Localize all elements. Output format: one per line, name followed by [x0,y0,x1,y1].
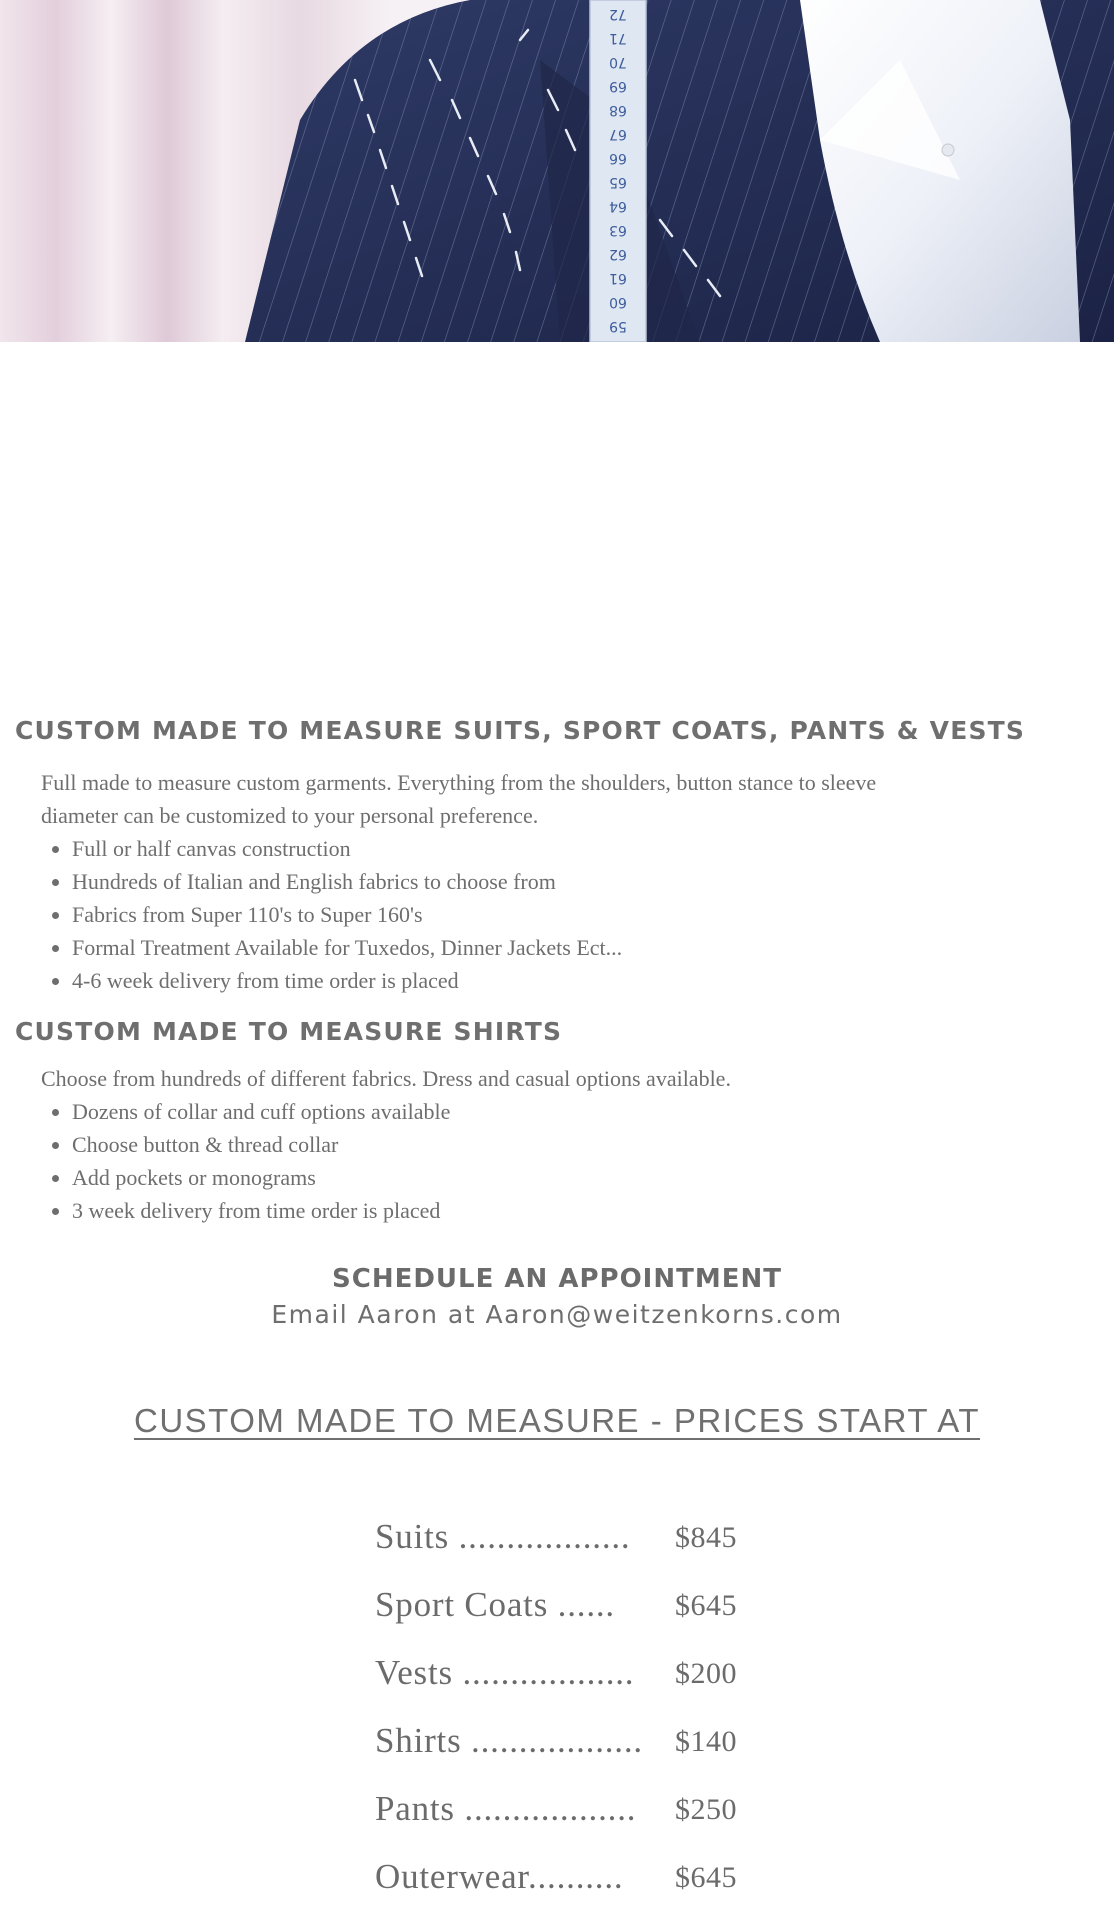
price-row-vests [375,1653,745,1703]
svg-text:59: 59 [609,318,627,334]
svg-text:67: 67 [609,126,627,142]
svg-text:61: 61 [609,270,627,286]
price-value: $845 [675,1521,737,1554]
list-item: • Full or half canvas construction [72,832,622,865]
svg-text:63: 63 [609,222,627,238]
price-value: $250 [675,1793,737,1826]
suits-feature-list [41,832,622,997]
shirts-feature-list [41,1095,450,1227]
svg-text:69: 69 [609,78,627,94]
price-row-outerwear [375,1857,745,1907]
list-item: • Hundreds of Italian and English fabrics to choose from [72,865,622,898]
list-item: • Dozens of collar and cuff options available [72,1095,450,1128]
price-row-shirts [375,1721,745,1771]
list-item: • 3 week delivery from time order is placed [72,1194,450,1227]
suits-description: Full made to measure custom garments. Everything from the shoulders, button stance to sleeve diameter can be customized to your personal preference. [41,770,877,828]
svg-text:71: 71 [609,30,627,46]
hero-image [0,0,1114,342]
appointment-email-link[interactable]: Email Aaron at Aaron@weitzenkorns.com [271,1300,843,1329]
price-row-suits [375,1517,745,1567]
suits-section-title: CUSTOM MADE TO MEASURE SUITS, SPORT COATS, PANTS & VESTS [15,716,1026,745]
svg-text:62: 62 [609,246,627,262]
list-item: • Add pockets or monograms [72,1161,450,1194]
price-row-pants [375,1789,745,1839]
shirts-description: Choose from hundreds of different fabrics. Dress and casual options available. [41,1066,731,1091]
price-item-label: Vests .................. [375,1653,635,1692]
prices-heading [0,1402,1114,1440]
prices-heading-text: CUSTOM MADE TO MEASURE - PRICES START AT [133,1402,981,1439]
price-row-sport-coats [375,1585,745,1635]
appointment-title: SCHEDULE AN APPOINTMENT [332,1264,782,1294]
shirts-section-title: CUSTOM MADE TO MEASURE SHIRTS [15,1017,563,1046]
list-item: • Choose button & thread collar [72,1128,450,1161]
suit-illustration [0,0,1114,342]
price-value: $645 [675,1861,737,1894]
price-value: $140 [675,1725,737,1758]
price-item-label: Suits .................. [375,1517,631,1556]
price-item-label: Sport Coats ...... [375,1585,615,1624]
price-value: $200 [675,1657,737,1690]
svg-text:68: 68 [609,102,627,118]
price-item-label: Shirts .................. [375,1721,643,1760]
svg-text:65: 65 [609,174,627,190]
list-item: • Formal Treatment Available for Tuxedos, Dinner Jackets Ect... [72,931,622,964]
price-item-label: Pants .................. [375,1789,637,1828]
svg-text:60: 60 [609,294,627,310]
svg-text:66: 66 [609,150,627,166]
svg-text:64: 64 [609,198,627,214]
price-item-label: Outerwear.......... [375,1857,624,1896]
price-value: $645 [675,1589,737,1622]
list-item: • Fabrics from Super 110's to Super 160's [72,898,622,931]
list-item: • 4-6 week delivery from time order is placed [72,964,622,997]
svg-text:72: 72 [609,6,627,22]
svg-text:70: 70 [609,54,627,70]
